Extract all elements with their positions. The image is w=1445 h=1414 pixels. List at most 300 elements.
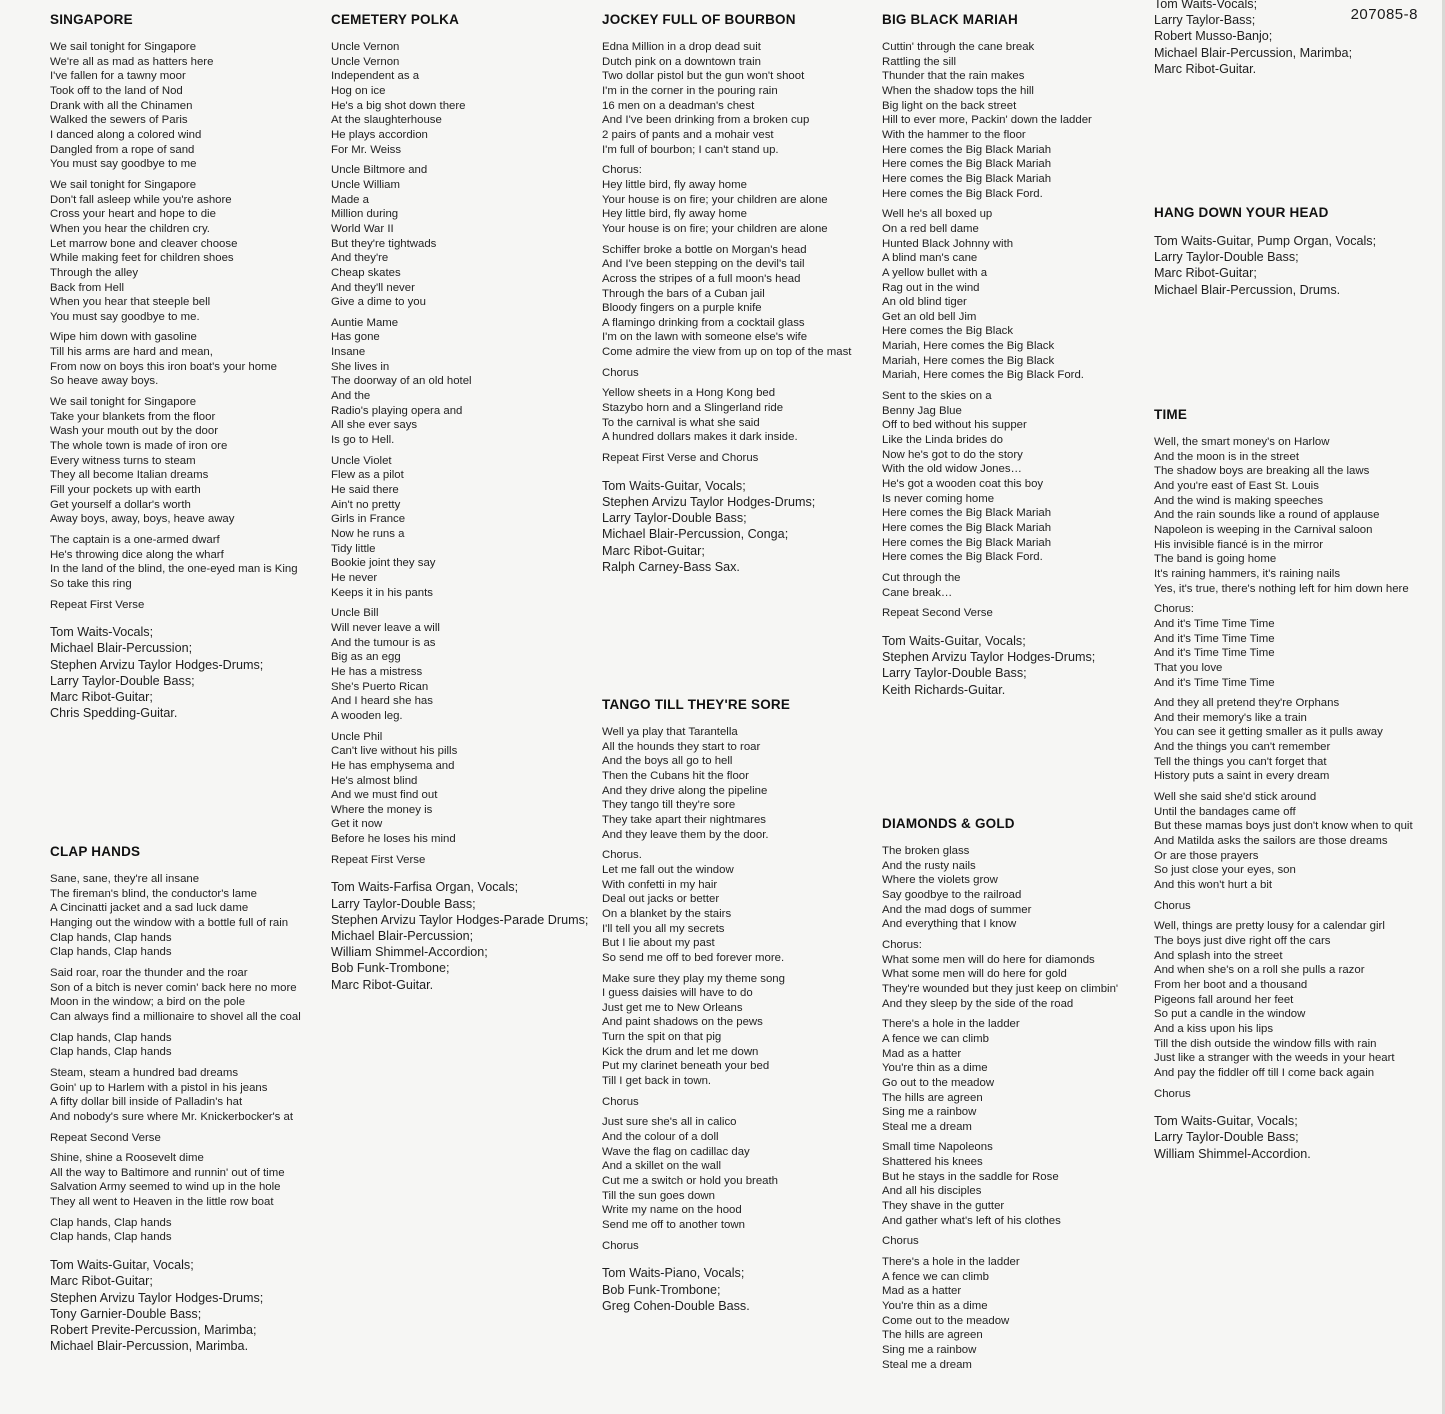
lyric-line: Wave the flag on cadillac day	[602, 1145, 750, 1158]
lyric-line: Pigeons fall around her feet	[1154, 993, 1294, 1006]
song-diamonds-and-gold	[882, 816, 1118, 1378]
lyric-line: And all his disciples	[882, 1185, 982, 1198]
credits-block	[1154, 1113, 1413, 1162]
lyric-line: A fifty dollar bill inside of Palladin's hat	[50, 1096, 243, 1109]
lyric-line: Until the bandages came off	[1154, 805, 1296, 818]
lyric-line: Then the Cubans hit the floor	[602, 769, 749, 782]
lyric-line: He's throwing dice along the wharf	[50, 548, 224, 561]
lyric-line: And nobody's sure where Mr. Knickerbocker's at	[50, 1110, 294, 1123]
lyric-line: From now on boys this iron boat's your home	[50, 360, 277, 373]
lyric-line: Steal me a dream	[882, 1358, 972, 1371]
lyric-line: And when she's on a roll she pulls a razor	[1154, 964, 1365, 977]
song-title: HANG DOWN YOUR HEAD	[1154, 205, 1329, 220]
lyric-line: And they're	[331, 252, 389, 265]
lyric-line: Back from Hell	[50, 281, 125, 294]
credit-line: Tom Waits-Vocals;	[50, 625, 154, 640]
lyric-stanza	[882, 207, 1095, 383]
lyric-line: Said roar, roar the thunder and the roar	[50, 966, 248, 979]
lyric-line: Sane, sane, they're all insane	[50, 873, 200, 885]
lyric-line: He has emphysema and	[331, 759, 455, 772]
lyric-line: Uncle Violet	[331, 454, 392, 467]
lyric-line: They shave in the gutter	[882, 1200, 1005, 1213]
lyric-line: For Mr. Weiss	[331, 143, 402, 156]
lyric-line: A blind man's cane	[882, 252, 978, 265]
lyric-line: There's a hole in the ladder	[882, 1256, 1020, 1269]
lyric-line: Wash your mouth out by the door	[50, 425, 218, 438]
lyric-stanza	[50, 966, 301, 1025]
lyric-line: That you love	[1154, 661, 1223, 674]
lyric-line: World War II	[331, 222, 394, 235]
lyric-line: And they sleep by the side of the road	[882, 997, 1074, 1010]
lyric-line: Mariah, Here comes the Big Black	[882, 354, 1055, 367]
lyric-line: Chorus.	[602, 849, 642, 862]
lyric-line: So take this ring	[50, 577, 132, 590]
credits-block	[602, 1265, 790, 1314]
lyric-line: To the carnival is what she said	[602, 416, 760, 429]
lyric-stanza	[1154, 919, 1413, 1080]
lyric-line: Well, the smart money's on Harlow	[1154, 436, 1330, 448]
lyric-line: We sail tonight for Singapore	[50, 41, 197, 53]
lyric-line: Uncle Biltmore and	[331, 164, 428, 177]
lyric-line: Repeat Second Verse	[882, 607, 993, 620]
lyric-stanza	[50, 598, 298, 613]
lyric-line: A fence we can climb	[882, 1270, 989, 1283]
credits-block	[1154, 233, 1376, 298]
lyric-line: A Cincinatti jacket and a sad luck dame	[50, 902, 249, 915]
lyric-stanza	[331, 853, 588, 868]
lyric-line: All the way to Baltimore and runnin' out of time	[50, 1166, 285, 1179]
lyric-stanza	[331, 454, 588, 601]
lyric-line: Chorus	[1154, 899, 1191, 912]
credit-line: Stephen Arvizu Taylor Hodges-Drums;	[50, 657, 264, 672]
song-clap-hands	[50, 844, 301, 1354]
lyric-line: Son of a bitch is never comin' back here no more	[50, 981, 297, 994]
lyric-line: Cuttin' through the cane break	[882, 41, 1035, 53]
lyric-line: Can always find a millionaire to shovel all the coal	[50, 1010, 301, 1023]
lyric-line: And they'll never	[331, 281, 415, 294]
lyric-stanza	[50, 1131, 301, 1146]
credit-line: Marc Ribot-Guitar;	[1154, 266, 1257, 281]
lyric-line: And paint shadows on the pews	[602, 1016, 763, 1029]
lyric-line: Benny Jag Blue	[882, 404, 962, 417]
lyric-line: The fireman's blind, the conductor's lame	[50, 887, 257, 900]
lyric-line: And the colour of a doll	[602, 1131, 719, 1144]
credit-line: Bob Funk-Trombone;	[602, 1282, 721, 1297]
lyric-line: Rattling the sill	[882, 55, 957, 68]
lyric-line: Take your blankets from the floor	[50, 410, 216, 423]
lyric-line: Chorus:	[882, 938, 922, 951]
song-singapore	[50, 12, 298, 722]
lyric-line: And the things you can't remember	[1154, 741, 1331, 754]
lyric-line: Send me off to another town	[602, 1219, 745, 1231]
lyric-line: They all went to Heaven in the little row boat	[50, 1196, 274, 1209]
lyric-line: Repeat First Verse	[50, 598, 145, 611]
lyric-line: Away boys, away, boys, heave away	[50, 513, 235, 526]
lyric-line: The band is going home	[1154, 553, 1277, 566]
lyric-line: And a skillet on the wall	[602, 1160, 722, 1173]
credit-line: Stephen Arvizu Taylor Hodges-Drums;	[50, 1290, 264, 1305]
lyric-stanza	[1154, 899, 1413, 914]
lyric-line: Shine, shine a Roosevelt dime	[50, 1152, 204, 1165]
lyric-line: Auntie Mame	[331, 316, 399, 329]
lyric-line: Bookie joint they say	[331, 557, 436, 570]
lyric-stanza	[50, 1031, 301, 1060]
lyric-line: Hunted Black Johnny with	[882, 237, 1014, 250]
lyric-line: Chorus	[602, 366, 639, 379]
credit-line: Ralph Carney-Bass Sax.	[602, 559, 740, 574]
credit-line: Tom Waits-Farfisa Organ, Vocals;	[331, 880, 519, 895]
credits-block	[1154, 0, 1352, 77]
lyric-line: Let marrow bone and cleaver choose	[50, 237, 238, 250]
lyric-line: Clap hands, Clap hands	[50, 946, 172, 959]
lyric-line: I guess daisies will have to do	[602, 987, 753, 1000]
lyric-line: Hog on ice	[331, 84, 386, 97]
lyric-stanza	[882, 40, 1095, 201]
lyric-line: Uncle Vernon	[331, 41, 400, 53]
credit-line: Michael Blair-Percussion, Drums.	[1154, 282, 1341, 297]
lyric-line: Mad as a hatter	[882, 1285, 962, 1298]
song-hang-down-your-head	[1154, 205, 1376, 298]
lyric-line: Cut me a switch or hold you breath	[602, 1175, 779, 1188]
lyric-line: And the rusty nails	[882, 859, 976, 872]
lyric-line: The broken glass	[882, 845, 970, 857]
song-jockey-full-of-bourbon	[602, 12, 851, 575]
lyric-line: Can't live without his pills	[331, 745, 458, 758]
lyric-line: And gather what's left of his clothes	[882, 1214, 1061, 1227]
lyric-line: Till his arms are hard and mean,	[50, 346, 213, 359]
credits-block	[50, 1257, 301, 1354]
lyric-line: Rag out in the wind	[882, 281, 980, 294]
lyric-line: Girls in France	[331, 513, 406, 526]
lyric-line: They tango till they're sore	[602, 799, 736, 812]
lyric-line: He plays accordion	[331, 128, 428, 141]
song-time	[1154, 407, 1413, 1162]
lyric-line: And it's Time Time Time	[1154, 676, 1275, 689]
credit-line: Larry Taylor-Double Bass;	[882, 666, 1027, 681]
lyric-stanza	[1154, 790, 1413, 893]
lyric-line: Here comes the Big Black Mariah	[882, 158, 1052, 171]
lyric-line: They're wounded but they just keep on climbin'	[882, 982, 1119, 995]
lyric-line: With the old widow Jones…	[882, 463, 1022, 476]
lyric-stanza	[50, 533, 298, 592]
credit-line: Michael Blair-Percussion;	[331, 929, 474, 944]
lyric-line: And I've been drinking from a broken cup	[602, 114, 810, 127]
lyric-line: From her boot and a thousand	[1154, 978, 1308, 991]
lyric-line: The whole town is made of iron ore	[50, 440, 228, 453]
lyric-line: Uncle Bill	[331, 607, 379, 620]
credit-line: Bob Funk-Trombone;	[331, 961, 450, 976]
credit-line: Marc Ribot-Guitar.	[1154, 61, 1257, 76]
lyric-line: Clap hands, Clap hands	[50, 1046, 172, 1059]
lyric-line: And splash into the street	[1154, 949, 1283, 962]
lyric-line: Through the bars of a Cuban jail	[602, 287, 765, 300]
lyric-stanza	[602, 972, 790, 1089]
lyric-stanza	[602, 848, 790, 965]
lyric-line: And the rain sounds like a round of applause	[1154, 509, 1380, 522]
lyric-line: And I heard she has	[331, 695, 433, 708]
lyric-line: Till I get back in town.	[602, 1075, 712, 1088]
lyric-stanza	[882, 606, 1095, 621]
lyric-stanza	[882, 1017, 1118, 1134]
lyric-line: Turn the spit on that pig	[602, 1031, 722, 1044]
lyric-line: Made a	[331, 193, 369, 206]
lyric-line: And the wind is making speeches	[1154, 494, 1324, 507]
lyric-line: A fence we can climb	[882, 1032, 989, 1045]
lyric-line: I'm in the corner in the pouring rain	[602, 84, 778, 97]
lyric-line: Moon in the window; a bird on the pole	[50, 996, 246, 1009]
lyric-line: He's got a wooden coat this boy	[882, 478, 1044, 491]
lyric-line: Edna Million in a drop dead suit	[602, 41, 761, 53]
lyric-stanza	[50, 872, 301, 960]
lyric-stanza	[331, 316, 588, 448]
lyric-line: Stazybo horn and a Slingerland ride	[602, 402, 784, 415]
lyric-stanza	[602, 725, 790, 842]
credit-line: Stephen Arvizu Taylor Hodges-Drums;	[882, 650, 1096, 665]
lyric-line: Mariah, Here comes the Big Black	[882, 340, 1055, 353]
credit-line: Tom Waits-Guitar, Vocals;	[882, 633, 1026, 648]
lyric-line: Walked the sewers of Paris	[50, 114, 188, 127]
lyric-line: The hills are agreen	[882, 1329, 983, 1342]
lyric-stanza	[1154, 602, 1413, 690]
lyric-line: Here comes the Big Black Mariah	[882, 143, 1052, 156]
lyric-line: We sail tonight for Singapore	[50, 396, 197, 409]
lyric-line: Your house is on fire; your children are alone	[602, 193, 828, 206]
song-title: TIME	[1154, 407, 1188, 422]
lyric-line: Get yourself a dollar's worth	[50, 498, 191, 511]
lyric-line: Chorus:	[1154, 603, 1194, 616]
lyric-line: Here comes the Big Black Ford.	[882, 187, 1043, 200]
lyric-line: And it's Time Time Time	[1154, 647, 1275, 660]
lyric-line: Kick the drum and let me down	[602, 1045, 759, 1058]
lyric-stanza	[1154, 696, 1413, 784]
lyric-line: But they're tightwads	[331, 237, 437, 250]
lyric-line: Big light on the back street	[882, 99, 1017, 112]
credit-line: Marc Ribot-Guitar;	[50, 690, 153, 705]
song-title: SINGAPORE	[50, 12, 133, 27]
lyric-line: And they drive along the pipeline	[602, 784, 768, 797]
lyric-line: Chorus	[602, 1239, 639, 1252]
lyric-line: And their memory's like a train	[1154, 711, 1307, 724]
lyric-line: Drank with all the Chinamen	[50, 99, 193, 112]
credit-line: Tony Garnier-Double Bass;	[50, 1306, 202, 1321]
credit-line: Chris Spedding-Guitar.	[50, 706, 178, 721]
lyric-line: Mariah, Here comes the Big Black Ford.	[882, 369, 1084, 382]
credit-line: Larry Taylor-Double Bass;	[1154, 250, 1299, 265]
lyric-line: When you hear the children cry.	[50, 222, 210, 235]
lyric-line: Come out to the meadow	[882, 1314, 1010, 1327]
credit-line: Tom Waits-Guitar, Vocals;	[602, 478, 746, 493]
lyric-line: Here comes the Big Black Mariah	[882, 507, 1052, 520]
credit-line: Larry Taylor-Double Bass;	[50, 673, 195, 688]
lyric-line: Salvation Army seemed to wind up in the hole	[50, 1181, 281, 1194]
lyric-stanza	[602, 163, 851, 236]
lyric-stanza	[50, 395, 298, 527]
lyric-line: Cane break…	[882, 586, 953, 599]
song-title: BIG BLACK MARIAH	[882, 12, 1018, 27]
lyric-line: Just sure she's all in calico	[602, 1116, 737, 1129]
lyric-line: Well he's all boxed up	[882, 208, 993, 221]
lyric-line: Just like a stranger with the weeds in your heart	[1154, 1052, 1395, 1065]
credit-line: Larry Taylor-Double Bass;	[331, 896, 476, 911]
lyric-line: Dangled from a rope of sand	[50, 143, 195, 156]
lyric-line: Through the alley	[50, 266, 139, 279]
lyric-line: Clap hands, Clap hands	[50, 1231, 172, 1244]
lyric-line: Where the money is	[331, 803, 433, 816]
lyric-line: Off to bed without his supper	[882, 419, 1027, 432]
lyric-line: And we must find out	[331, 789, 438, 802]
credits-block	[50, 624, 298, 721]
lyric-line: Write my name on the hood	[602, 1204, 742, 1217]
lyric-line: With confetti in my hair	[602, 878, 718, 891]
credit-line: William Shimmel-Accordion;	[331, 945, 488, 960]
lyric-line: 16 men on a deadman's chest	[602, 99, 755, 112]
lyric-line: Here comes the Big Black Mariah	[882, 536, 1052, 549]
lyric-line: A yellow bullet with a	[882, 266, 988, 279]
lyric-line: Big as an egg	[331, 651, 401, 664]
lyric-line: Give a dime to you	[331, 296, 426, 309]
lyric-stanza	[331, 730, 588, 847]
lyric-line: He never	[331, 571, 378, 584]
lyric-line: He's almost blind	[331, 774, 418, 787]
lyric-line: Repeat Second Verse	[50, 1131, 161, 1144]
lyric-line: Radio's playing opera and	[331, 404, 463, 417]
lyric-line: 2 pairs of pants and a mohair vest	[602, 128, 774, 141]
credit-line: Robert Previte-Percussion, Marimba;	[50, 1322, 257, 1337]
lyric-line: His invisible fiancé is in the mirror	[1154, 538, 1324, 551]
lyric-stanza	[602, 1115, 790, 1232]
lyric-line: Sent to the skies on a	[882, 390, 992, 403]
lyric-line: History puts a saint in every dream	[1154, 770, 1330, 783]
credit-line: Tom Waits-Vocals;	[1154, 0, 1258, 11]
lyric-line: He's a big shot down there	[331, 99, 466, 112]
credit-line: Larry Taylor-Double Bass;	[602, 511, 747, 526]
lyric-line: Chorus	[882, 1235, 919, 1248]
lyric-stanza	[50, 178, 298, 325]
lyric-line: Goin' up to Harlem with a pistol in his jeans	[50, 1081, 268, 1094]
lyric-line: Well, things are pretty lousy for a calendar girl	[1154, 920, 1385, 933]
lyric-line: Tidy little	[331, 542, 376, 555]
lyric-line: Let me fall out the window	[602, 863, 734, 876]
lyric-line: A wooden leg.	[331, 709, 403, 722]
lyric-line: So put a candle in the window	[1154, 1008, 1306, 1021]
credit-line: Tom Waits-Guitar, Pump Organ, Vocals;	[1154, 234, 1377, 248]
credit-line: Greg Cohen-Double Bass.	[602, 1298, 750, 1313]
lyric-line: You must say goodbye to me.	[50, 310, 200, 323]
lyric-line: Shattered his knees	[882, 1156, 983, 1169]
lyric-line: Where the violets grow	[882, 874, 998, 887]
credit-line: Larry Taylor-Bass;	[1154, 13, 1256, 28]
credit-line: Michael Blair-Percussion;	[50, 641, 193, 656]
lyric-line: While making feet for children shoes	[50, 252, 234, 265]
lyric-stanza	[602, 243, 851, 360]
lyric-line: The captain is a one-armed dwarf	[50, 534, 220, 546]
lyric-line: Has gone	[331, 331, 380, 344]
lyric-line: Is never coming home	[882, 492, 995, 505]
lyric-line: It's raining hammers, it's raining nails	[1154, 567, 1341, 580]
lyric-line: Here comes the Big Black Ford.	[882, 551, 1043, 564]
lyric-line: Thunder that the rain makes	[882, 70, 1025, 83]
lyric-line: Get it now	[331, 818, 383, 831]
lyric-line: Repeat First Verse and Chorus	[602, 452, 759, 465]
lyric-line: And the mad dogs of summer	[882, 903, 1032, 916]
catalog-number: 207085-8	[1350, 6, 1418, 23]
credits-block	[882, 633, 1095, 698]
lyric-line: Wipe him down with gasoline	[50, 331, 197, 344]
credit-line: Marc Ribot-Guitar;	[50, 1274, 153, 1289]
lyric-line: Is go to Hell.	[331, 434, 395, 447]
lyric-line: The hills are agreen	[882, 1091, 983, 1104]
credits-block	[331, 879, 588, 992]
lyric-line: You're thin as a dime	[882, 1062, 988, 1075]
lyric-stanza	[50, 1151, 301, 1210]
credit-line: Stephen Arvizu Taylor Hodges-Drums;	[602, 494, 816, 509]
lyric-line: Chorus:	[602, 164, 642, 177]
lyric-stanza	[1154, 435, 1413, 596]
lyric-stanza	[882, 1255, 1118, 1372]
lyric-line: I'm full of bourbon; I can't stand up.	[602, 143, 779, 156]
lyric-line: You must say goodbye to me	[50, 158, 197, 171]
lyric-line: He has a mistress	[331, 665, 423, 678]
lyric-line: A flamingo drinking from a cocktail glass	[602, 316, 805, 329]
lyric-line: And the boys all go to hell	[602, 755, 733, 768]
lyric-stanza	[882, 571, 1095, 600]
lyric-line: Get an old bell Jim	[882, 310, 977, 323]
credit-line: Robert Musso-Banjo;	[1154, 29, 1273, 44]
lyric-line: Till the dish outside the window fills with rain	[1154, 1037, 1377, 1050]
lyric-line: Chorus	[602, 1095, 639, 1108]
credit-line: Marc Ribot-Guitar;	[602, 543, 705, 558]
lyric-line: In the land of the blind, the one-eyed man is King	[50, 563, 298, 576]
lyric-line: There's a hole in the ladder	[882, 1018, 1020, 1031]
lyric-line: And pay the fiddler off till I come back again	[1154, 1066, 1375, 1079]
lyric-stanza	[882, 938, 1118, 1011]
lyric-line: But these mamas boys just don't know when to quit	[1154, 820, 1413, 833]
lyric-line: Say goodbye to the railroad	[882, 888, 1022, 901]
lyric-line: Yes, it's true, there's nothing left for him down here	[1154, 582, 1409, 595]
lyric-line: On a blanket by the stairs	[602, 907, 732, 920]
lyric-line: She lives in	[331, 360, 390, 373]
lyric-line: Till the sun goes down	[602, 1189, 715, 1202]
credit-line: Larry Taylor-Double Bass;	[1154, 1130, 1299, 1145]
song-title: TANGO TILL THEY'RE SORE	[602, 697, 791, 712]
lyric-stanza	[50, 1066, 301, 1125]
lyric-line: Uncle William	[331, 178, 400, 191]
lyric-stanza	[602, 1239, 790, 1254]
lyric-line: Hanging out the window with a bottle full of rain	[50, 916, 289, 929]
lyric-line: And this won't hurt a bit	[1154, 879, 1273, 892]
lyric-line: They take apart their nightmares	[602, 813, 766, 826]
lyric-line: The doorway of an old hotel	[331, 375, 472, 388]
lyric-line: Schiffer broke a bottle on Morgan's head	[602, 243, 807, 256]
lyric-stanza	[331, 163, 588, 310]
lyric-stanza	[50, 330, 298, 389]
credit-line: Tom Waits-Piano, Vocals;	[602, 1266, 745, 1281]
credit-line: Tom Waits-Guitar, Vocals;	[50, 1258, 194, 1273]
lyric-line: You're thin as a dime	[882, 1300, 988, 1313]
lyric-line: Like the Linda brides do	[882, 434, 1003, 447]
lyric-line: Insane	[331, 346, 366, 359]
lyric-line: Well ya play that Tarantella	[602, 726, 738, 738]
lyric-line: And I've been stepping on the devil's tail	[602, 258, 805, 271]
lyric-line: Deal out jacks or better	[602, 893, 720, 906]
lyric-line: Don't fall asleep while you're ashore	[50, 193, 232, 206]
lyric-line: Uncle Vernon	[331, 55, 400, 68]
song-title: CEMETERY POLKA	[331, 12, 460, 27]
song-title: DIAMONDS & GOLD	[882, 816, 1015, 831]
lyric-line: They all become Italian dreams	[50, 469, 209, 482]
song-big-black-mariah	[882, 12, 1095, 698]
lyric-stanza	[602, 386, 851, 445]
